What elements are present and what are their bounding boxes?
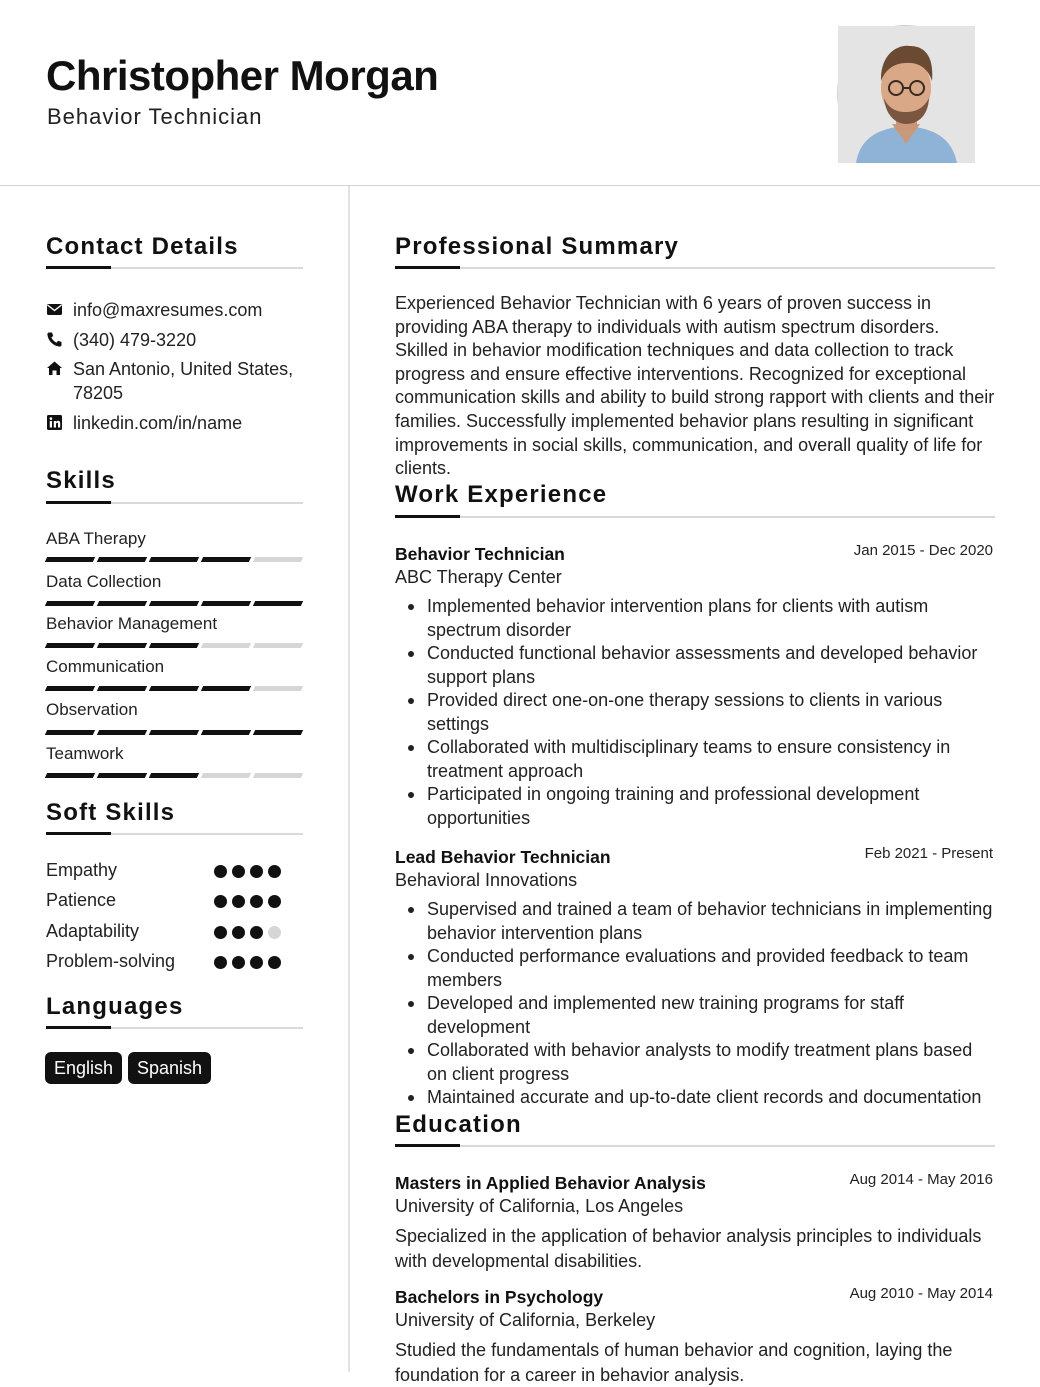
school-name: University of California, Los Angeles xyxy=(395,1196,684,1216)
skill-bar-segment xyxy=(201,730,251,735)
contact-phone[interactable] xyxy=(46,328,306,352)
rating-dot xyxy=(214,926,227,939)
summary-text: Experienced Behavior Technician with 6 years of proven success in providing ABA therapy to individuals with autism spectrum disorders. Skilled in behavior modification techniques and data collection to track progress and ensure effective interventions. Recognized for exceptional communication skills and ability to build strong rapport with clients and their families. Successfully implemented behavior plans resulting in significant improvements in social skills, communication, and overall quality of life for clients. xyxy=(395,293,995,479)
skill-bar-segment xyxy=(253,601,303,606)
job-bullet: Participated in ongoing training and professional development opportunities xyxy=(427,783,997,830)
job-bullet: Developed and implemented new training programs for staff development xyxy=(427,992,997,1039)
job-dates: Feb 2021 - Present xyxy=(864,845,993,862)
candidate-name: Christopher Morgan xyxy=(46,52,439,99)
school-name: University of California, Berkeley xyxy=(395,1310,656,1330)
skills-heading-rule xyxy=(46,502,303,504)
job-title: Lead Behavior Technician xyxy=(395,847,611,867)
work-heading-rule xyxy=(395,516,995,518)
contact-email-text: info@maxresumes.com xyxy=(73,300,263,320)
language-badge: Spanish xyxy=(128,1052,211,1084)
skill-bar-segment xyxy=(253,773,303,778)
skill-bar-segment xyxy=(149,643,199,648)
rating-dot xyxy=(250,926,263,939)
languages-heading-rule xyxy=(46,1027,303,1029)
work-heading: Work Experience xyxy=(395,481,608,508)
skills-heading: Skills xyxy=(46,467,116,494)
skill-bar-segment xyxy=(149,557,199,562)
phone-icon xyxy=(46,331,63,348)
soft-skill-rating xyxy=(214,924,294,954)
skill-bar-segment xyxy=(45,557,95,562)
skill-bar-segment xyxy=(45,601,95,606)
rating-dot xyxy=(232,926,245,939)
profile-photo-icon xyxy=(838,26,975,163)
rating-dot xyxy=(268,895,281,908)
rating-dot xyxy=(268,956,281,969)
skill-bar xyxy=(46,730,302,735)
skill-bar-segment xyxy=(97,643,147,648)
column-divider xyxy=(348,186,350,1372)
rating-dot xyxy=(214,956,227,969)
job-employer: Behavioral Innovations xyxy=(395,870,578,890)
job-employer: ABC Therapy Center xyxy=(395,567,562,587)
job-bullet: Implemented behavior intervention plans for clients with autism spectrum disorder xyxy=(427,595,997,642)
rating-dot xyxy=(268,926,281,939)
skill-bar-segment xyxy=(97,601,147,606)
rating-dot xyxy=(250,895,263,908)
skill-bar-segment xyxy=(149,686,199,691)
skill-bar-segment xyxy=(97,773,147,778)
rating-dot xyxy=(232,956,245,969)
skill-bar-segment xyxy=(201,773,251,778)
skill-bar-segment xyxy=(45,643,95,648)
soft-skill-label: Patience xyxy=(46,890,117,910)
contact-heading: Contact Details xyxy=(46,233,239,260)
job-bullet-list xyxy=(427,898,997,1110)
skill-bar-segment xyxy=(45,730,95,735)
skill-bar-segment xyxy=(253,686,303,691)
degree-description: Studied the fundamentals of human behavior and cognition, laying the foundation for a career in behavior analysis. xyxy=(395,1340,953,1385)
resume-header xyxy=(0,0,1040,186)
contact-phone-text: (340) 479-3220 xyxy=(73,330,197,350)
summary-heading: Professional Summary xyxy=(395,233,680,260)
degree-dates: Aug 2014 - May 2016 xyxy=(849,1171,993,1188)
rating-dot xyxy=(268,865,281,878)
contact-address-line2: 78205 xyxy=(73,383,124,403)
skill-label: Observation xyxy=(46,700,138,719)
skill-bar-segment xyxy=(97,730,147,735)
envelope-icon xyxy=(46,301,63,318)
skill-label: Behavior Management xyxy=(46,614,218,633)
language-badge: English xyxy=(45,1052,122,1084)
job-title: Behavior Technician xyxy=(395,544,565,564)
job-bullet: Conducted performance evaluations and provided feedback to team members xyxy=(427,945,997,992)
languages-heading: Languages xyxy=(46,993,184,1020)
candidate-title: Behavior Technician xyxy=(47,104,263,129)
skill-bar xyxy=(46,643,302,648)
job-bullet: Conducted functional behavior assessments and developed behavior support plans xyxy=(427,642,997,689)
job-bullet: Provided direct one-on-one therapy sessions to clients in various settings xyxy=(427,689,997,736)
rating-dot xyxy=(214,895,227,908)
soft-skills-heading: Soft Skills xyxy=(46,799,176,826)
skill-bar-segment xyxy=(97,557,147,562)
skill-bar-segment xyxy=(45,773,95,778)
soft-skill-rating xyxy=(214,893,294,923)
degree-title: Masters in Applied Behavior Analysis xyxy=(395,1173,706,1193)
degree-dates: Aug 2010 - May 2014 xyxy=(849,1285,993,1302)
soft-skill-label: Problem-solving xyxy=(46,951,176,971)
soft-skill-rating xyxy=(214,863,294,893)
job-bullet: Maintained accurate and up-to-date client records and documentation xyxy=(427,1086,997,1110)
contact-heading-rule xyxy=(46,267,303,269)
skill-bar-segment xyxy=(149,730,199,735)
skill-bar-segment xyxy=(201,643,251,648)
job-bullet: Collaborated with behavior analysts to modify treatment plans based on client progress xyxy=(427,1039,997,1086)
avatar xyxy=(837,25,974,162)
job-bullet-list xyxy=(427,595,997,830)
skill-label: ABA Therapy xyxy=(46,529,146,548)
skill-bar-segment xyxy=(45,686,95,691)
skill-label: Data Collection xyxy=(46,572,162,591)
home-icon xyxy=(46,360,63,377)
rating-dot xyxy=(250,956,263,969)
summary-heading-rule xyxy=(395,267,995,269)
contact-address-line1: San Antonio, United States, xyxy=(73,359,294,379)
job-bullet: Supervised and trained a team of behavior technicians in implementing behavior intervention plans xyxy=(427,898,997,945)
education-heading-rule xyxy=(395,1145,995,1147)
skill-bar xyxy=(46,557,302,562)
skill-bar xyxy=(46,686,302,691)
skill-bar-segment xyxy=(253,643,303,648)
linkedin-icon xyxy=(46,414,63,431)
skill-bar-segment xyxy=(201,601,251,606)
skill-bar xyxy=(46,773,302,778)
rating-dot xyxy=(232,865,245,878)
skill-bar xyxy=(46,601,302,606)
rating-dot xyxy=(214,865,227,878)
skill-label: Teamwork xyxy=(46,744,124,763)
soft-skills-heading-rule xyxy=(46,833,303,835)
soft-skill-label: Empathy xyxy=(46,860,118,880)
soft-skill-rating xyxy=(214,954,294,984)
skill-bar-segment xyxy=(97,686,147,691)
skill-label: Communication xyxy=(46,657,165,676)
degree-title: Bachelors in Psychology xyxy=(395,1287,604,1307)
contact-linkedin[interactable] xyxy=(46,411,306,435)
skill-bar-segment xyxy=(201,686,251,691)
skill-bar-segment xyxy=(149,773,199,778)
skill-bar-segment xyxy=(201,557,251,562)
skill-bar-segment xyxy=(253,557,303,562)
skill-bar-segment xyxy=(149,601,199,606)
rating-dot xyxy=(232,895,245,908)
soft-skill-label: Adaptability xyxy=(46,921,140,941)
contact-email[interactable] xyxy=(46,298,306,322)
contact-address xyxy=(46,357,306,405)
degree-description: Specialized in the application of behavior analysis principles to individuals with developmental disabilities. xyxy=(395,1226,982,1271)
education-heading: Education xyxy=(395,1111,522,1138)
rating-dot xyxy=(250,865,263,878)
skill-bar-segment xyxy=(253,730,303,735)
job-bullet: Collaborated with multidisciplinary teams to ensure consistency in treatment approach xyxy=(427,736,997,783)
job-dates: Jan 2015 - Dec 2020 xyxy=(853,542,993,559)
contact-linkedin-text: linkedin.com/in/name xyxy=(73,413,243,433)
